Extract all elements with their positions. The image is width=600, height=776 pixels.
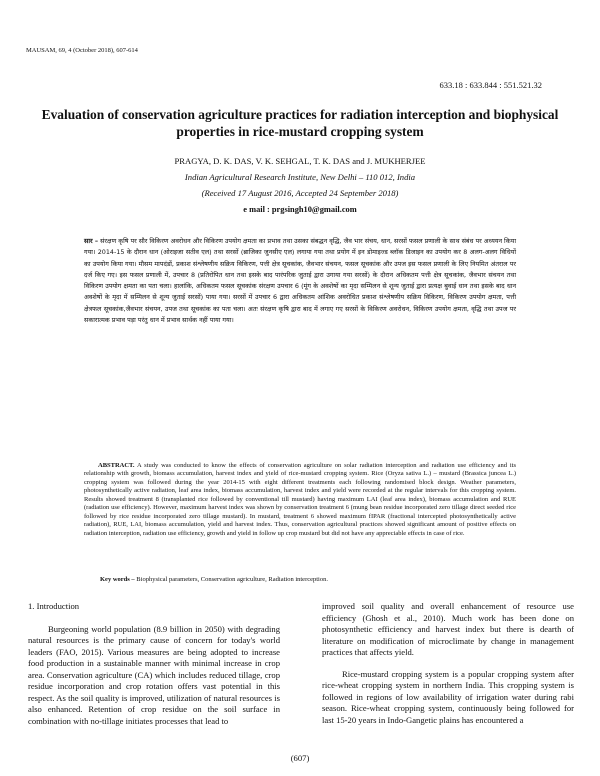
hindi-summary-label: सार – bbox=[84, 237, 99, 245]
column-left bbox=[28, 601, 280, 727]
email: e mail : prgsingh10@gmail.com bbox=[243, 205, 357, 214]
udc-classification: 633.18 : 633.844 : 551.521.32 bbox=[439, 80, 542, 90]
hindi-summary bbox=[84, 236, 516, 326]
running-head: MAUSAM, 69, 4 (October 2018), 607-614 bbox=[26, 47, 138, 54]
keywords-label: Key words – bbox=[100, 576, 135, 583]
abstract-text: A study was conducted to know the effects of conservation agriculture on solar radiation interception and radiation use efficiency and its relationship with growth, biomass accumulation, harvest index and yield of rice-mustard cropping system. Rice (Oryza sativa L.) – mustard (Brassica juncea L.) cropping system was followed during the year 2014-15 with eight different treatments each following randomised block design. Weather parameters, photosynthetically active radiation, leaf area index, biomass accumulation, harvest index and yield were recorded at the regular intervals for this cropping system. Results showed treatment 8 (transplanted rice followed by conventional till mustard) having maximum LAI (leaf area index), biomass accumulation and RUE (radiation use efficiency). However, maximum harvest index was shown by conservation treatment 6 (mung bean residue incorporated zero tillage direct seeded rice followed by rice residue incorporated zero tillage mustard). In mustard, treatment 6 showed maximum fIPAR (fractional intercepted photosynthetically active radiation), RUE, LAI, biomass accumulation, yield and harvest index. Thus, conservation agricultural practices showed significant amount of positive effects on radiation interception, radiation use efficiency, growth and yield in follow up crop mustard but did not have any appreciable effects in case of rice. bbox=[84, 462, 516, 537]
intro-paragraph-continued: improved soil quality and overall enhancement of resource use efficiency (Ghosh et al., 2010). Much work has been done on photosynthetic efficiency and harvest index but there is dearth of literature on modification of microclimate by change in management practices that affects yield. bbox=[322, 601, 574, 658]
keywords bbox=[100, 576, 520, 583]
intro-paragraph-1: Burgeoning world population (8.9 billion in 2050) with degrading natural resources is the primary cause of concern for today's world leaders (FAO, 2015). Various measures are being adopted to increase food production in a sustainable manner with minimal increase in crop area. Conservation agriculture (CA) which includes reduced tillage, crop residue incorporation and crop rotation offers vast potential in this respect. As the soil quality is improved, utilization of natural resources is also enhanced. Retention of crop residue on the soil surface in combination with no-tillage initiates processes that lead to bbox=[28, 623, 280, 726]
authors: PRAGYA, D. K. DAS, V. K. SEHGAL, T. K. DAS and J. MUKHERJEE bbox=[174, 156, 426, 166]
abstract-label: ABSTRACT. bbox=[98, 462, 135, 469]
abstract bbox=[84, 462, 516, 538]
section-heading-introduction: 1. Introduction bbox=[28, 601, 80, 611]
received-dates: (Received 17 August 2016, Accepted 24 September 2018) bbox=[201, 188, 399, 198]
keywords-text: Biophysical parameters, Conservation agriculture, Radiation interception. bbox=[134, 576, 328, 583]
affiliation: Indian Agricultural Research Institute, New Delhi – 110 012, India bbox=[184, 172, 416, 182]
hindi-summary-text: संरक्षण कृषि पर सौर विकिरण अवरोधन और विकिरण उपयोग क्षमता का प्रभाव तथा उसका संबद्धन वृद्धि, जैव भार संचय, धान, सरसों फसल प्रणाली के साथ संबंध पर अध्ययन किया गया। 2014-15 के दौरान धान (ओराइजा सतीव एल) तथा सरसों (ब्राजिका जुनसीए एल) लगाया गया तथा प्रयोग में इन डोमाइज्ड ब्लॉक डिजाइन का उपयोग कर 8 अलग-अलग विधियों का उपयोग किया गया। मौसम मापदंडों, प्रकाश संश्लेषणीय सक्रिय विकिरण, पत्ती क्षेत्र सूचकांक, जैवभार संचयन, फसल सूचकांक और उपज इस फसल प्रणाली के लिए नियमित अंतराल पर दर्ज किए गए। इस फसल प्रणाली में, उपचार 8 (प्रतिरोपित धान तथा इसके बाद पारंपरिक जुताई द्वारा उगाया गया सरसों) के दौरान अधिकतम पत्ती क्षेत्र सूचकांक, जैवभार संचयन तथा विकिरण उपयोग क्षमता का पता चला। हालांकि, अधिकतम फसल सूचकांक संरक्षण उपचार 6 (मूंग के अवशेषों का मृदा सम्मिलन से शून्य जुताई द्वारा प्रत्यक्ष बुवाई धान तथा इसके बाद धान अवशेषों के मृदा में सम्मिलन से शून्य जुताई सरसों) पाया गया। सरसों में उपचार 6 द्वारा अधिकतम आंशिक अवरोधित प्रकाश संश्लेषणीय सक्रिय विकिरण, विकिरण उपयोग क्षमता, पत्ती क्षेत्रफल सूचकांक,जैवभार संचयन, उपज तथा सूचकांक का पता चला। अतः संरक्षण कृषि द्वारा बाद में लगाए गए सरसों के विकिरण अवरोधन, विकिरण उपयोग क्षमता, वृद्धि तथा उपज पर सकारात्मक प्रभाव पड़ा परंतु धान में प्रभाव सार्थक नहीं पाया गया। bbox=[84, 237, 516, 324]
intro-paragraph-2: Rice-mustard cropping system is a popular cropping system after rice-wheat cropping system in northern India. This cropping system is followed in regions of low availability of irrigation water during rabi season. Rice-wheat cropping system, continuously being followed for last 15-20 years in Indo-Gangetic plains has encountered a bbox=[322, 668, 574, 725]
page-number: (607) bbox=[290, 753, 310, 763]
paper-title: Evaluation of conservation agriculture practices for radiation interception and biophysical properties in rice-mustard cropping system bbox=[41, 107, 559, 139]
column-right bbox=[322, 601, 574, 726]
